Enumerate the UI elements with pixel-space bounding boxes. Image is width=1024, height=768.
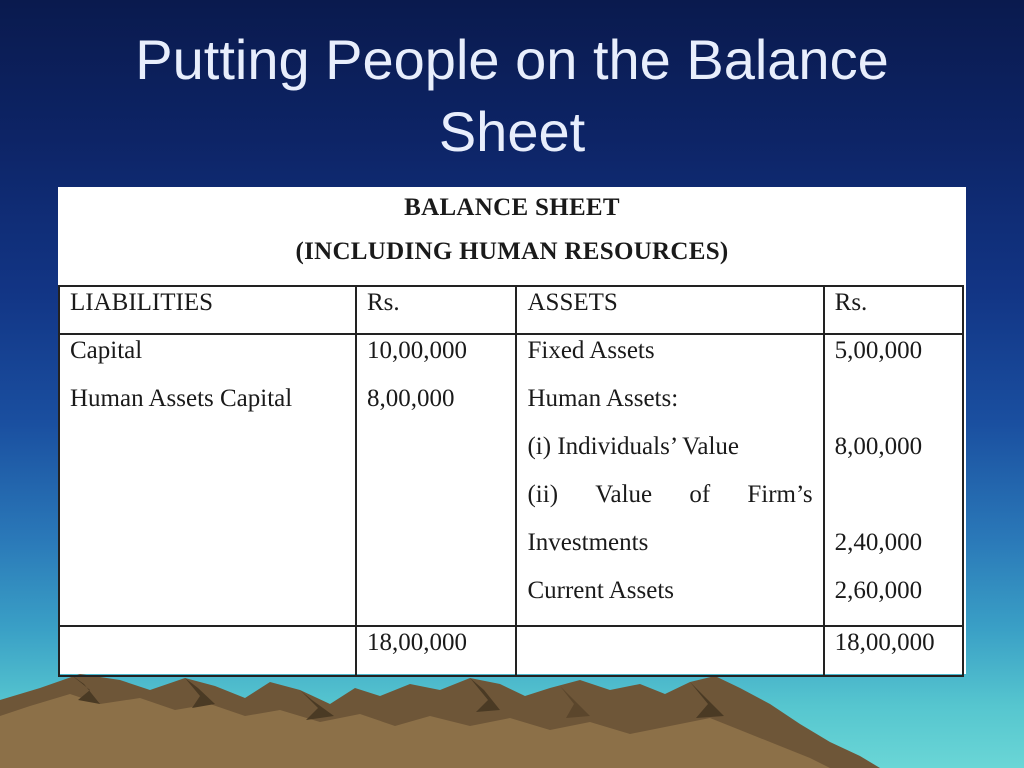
balance-sheet-image: [58, 187, 966, 674]
asset-firms-investments-spacer: [835, 479, 952, 527]
asset-individuals-value-amount: 8,00,000: [834, 433, 923, 460]
assets-total-label-cell: [516, 626, 823, 676]
liabilities-amount-cell: [356, 334, 517, 626]
asset-firms-investments-label-line1: (ii) Value of Firm’s: [527, 481, 813, 508]
total-label-cell: [59, 626, 356, 676]
asset-firms-investments-label-line2: Investments: [527, 529, 649, 556]
balance-sheet-subheading: (INCLUDING HUMAN RESOURCES): [295, 238, 729, 265]
balance-sheet-heading: BALANCE SHEET: [404, 194, 620, 221]
liabilities-cell: [59, 334, 356, 626]
assets-total: 18,00,000: [834, 629, 935, 656]
asset-individuals-value-label: (i) Individuals’ Value: [527, 433, 740, 460]
liability-capital-label: Capital: [70, 337, 143, 364]
liabilities-total: 18,00,000: [366, 629, 467, 656]
column-header-rs-assets: Rs.: [824, 286, 963, 334]
asset-human-assets-header: Human Assets:: [527, 385, 679, 412]
liability-capital-amount: 10,00,000: [366, 337, 467, 364]
assets-cell: [516, 334, 823, 626]
balance-sheet-table: [58, 285, 964, 677]
asset-current-assets-amount: 2,60,000: [834, 577, 923, 604]
asset-fixed-assets-amount: 5,00,000: [834, 337, 923, 364]
balance-sheet-heading-block: [58, 187, 966, 285]
column-header-liabilities: LIABILITIES: [59, 286, 356, 334]
asset-current-assets-label: Current Assets: [527, 577, 675, 604]
asset-firms-investments-amount: 2,40,000: [834, 529, 923, 556]
liability-human-assets-capital-label: Human Assets Capital: [70, 385, 293, 412]
asset-human-assets-spacer: [835, 383, 952, 431]
liabilities-total-cell: [356, 626, 517, 676]
liability-human-assets-capital-amount: 8,00,000: [366, 385, 455, 412]
slide-title-line-1: Putting People on the Balance: [135, 28, 889, 91]
slide-title-line-2: Sheet: [438, 100, 586, 163]
assets-amount-cell: [824, 334, 963, 626]
assets-total-cell: [824, 626, 963, 676]
slide-title: [0, 24, 1024, 168]
table-total-row: [59, 626, 963, 676]
column-header-assets: ASSETS: [516, 286, 823, 334]
asset-fixed-assets-label: Fixed Assets: [527, 337, 655, 364]
column-header-rs-liabilities: Rs.: [356, 286, 517, 334]
table-header-row: [59, 286, 963, 334]
table-body-row: [59, 334, 963, 626]
